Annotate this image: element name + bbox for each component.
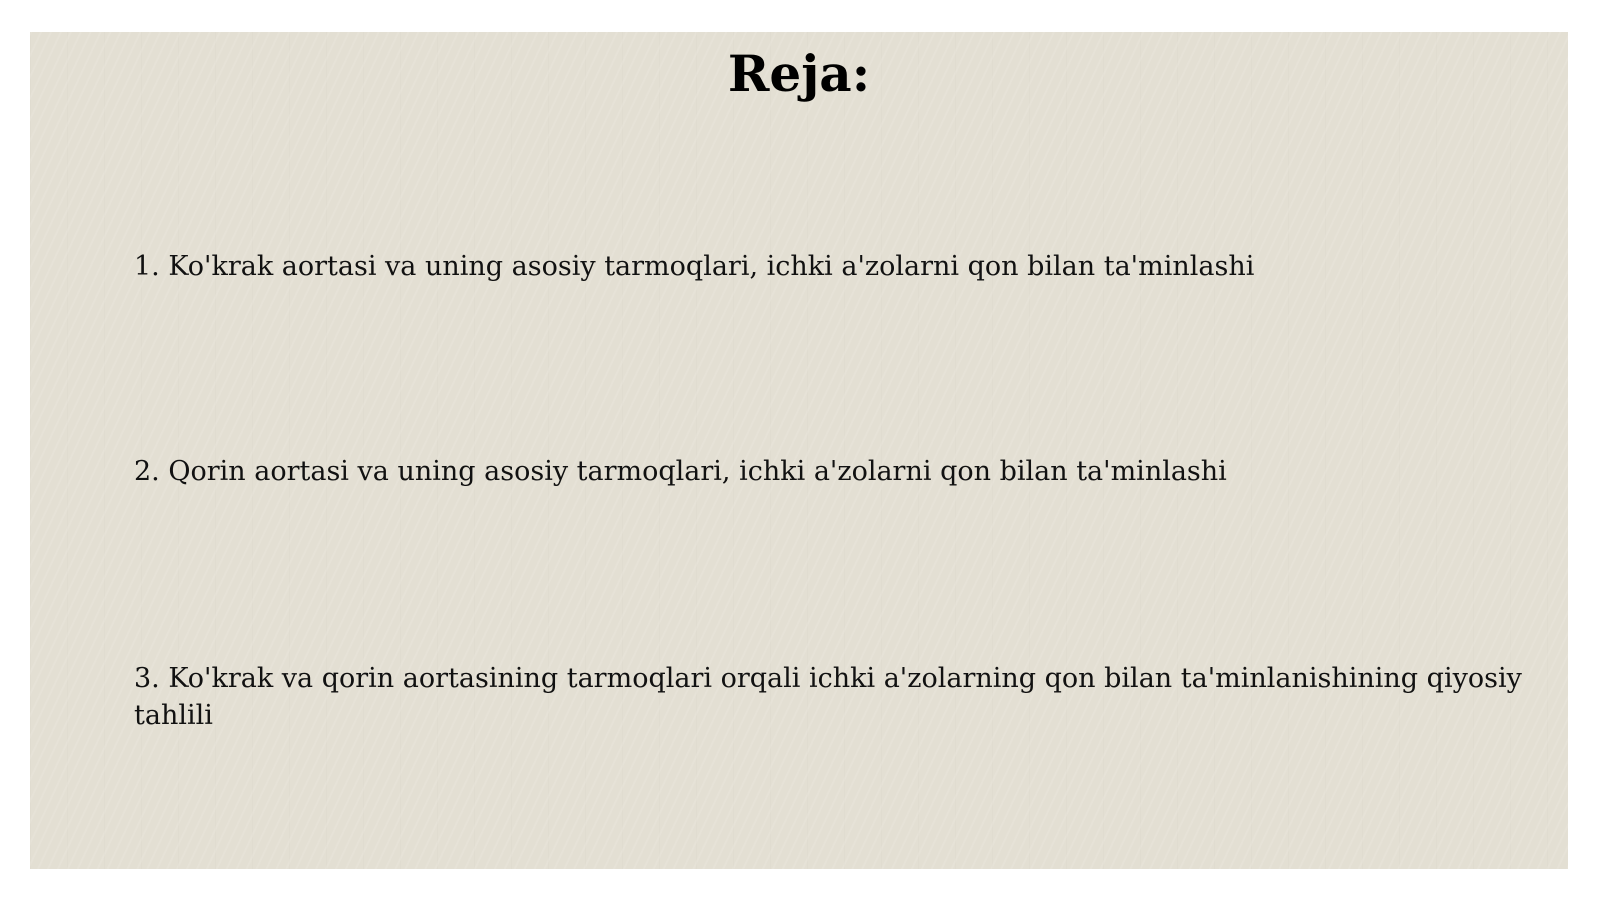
slide xyxy=(30,32,1568,869)
plan-item-1: 1. Ko'krak aortasi va uning asosiy tarmoqlari, ichki a'zolarni qon bilan ta'minlashi xyxy=(134,251,1255,282)
plan-item-2: 2. Qorin aortasi va uning asosiy tarmoqlari, ichki a'zolarni qon bilan ta'minlashi xyxy=(134,456,1227,487)
plan-item-3: 3. Ko'krak va qorin aortasining tarmoqlari orqali ichki a'zolarning qon bilan ta'minlanishining qiyosiy tahlili xyxy=(134,663,1522,731)
slide-title: Reja: xyxy=(727,44,871,103)
